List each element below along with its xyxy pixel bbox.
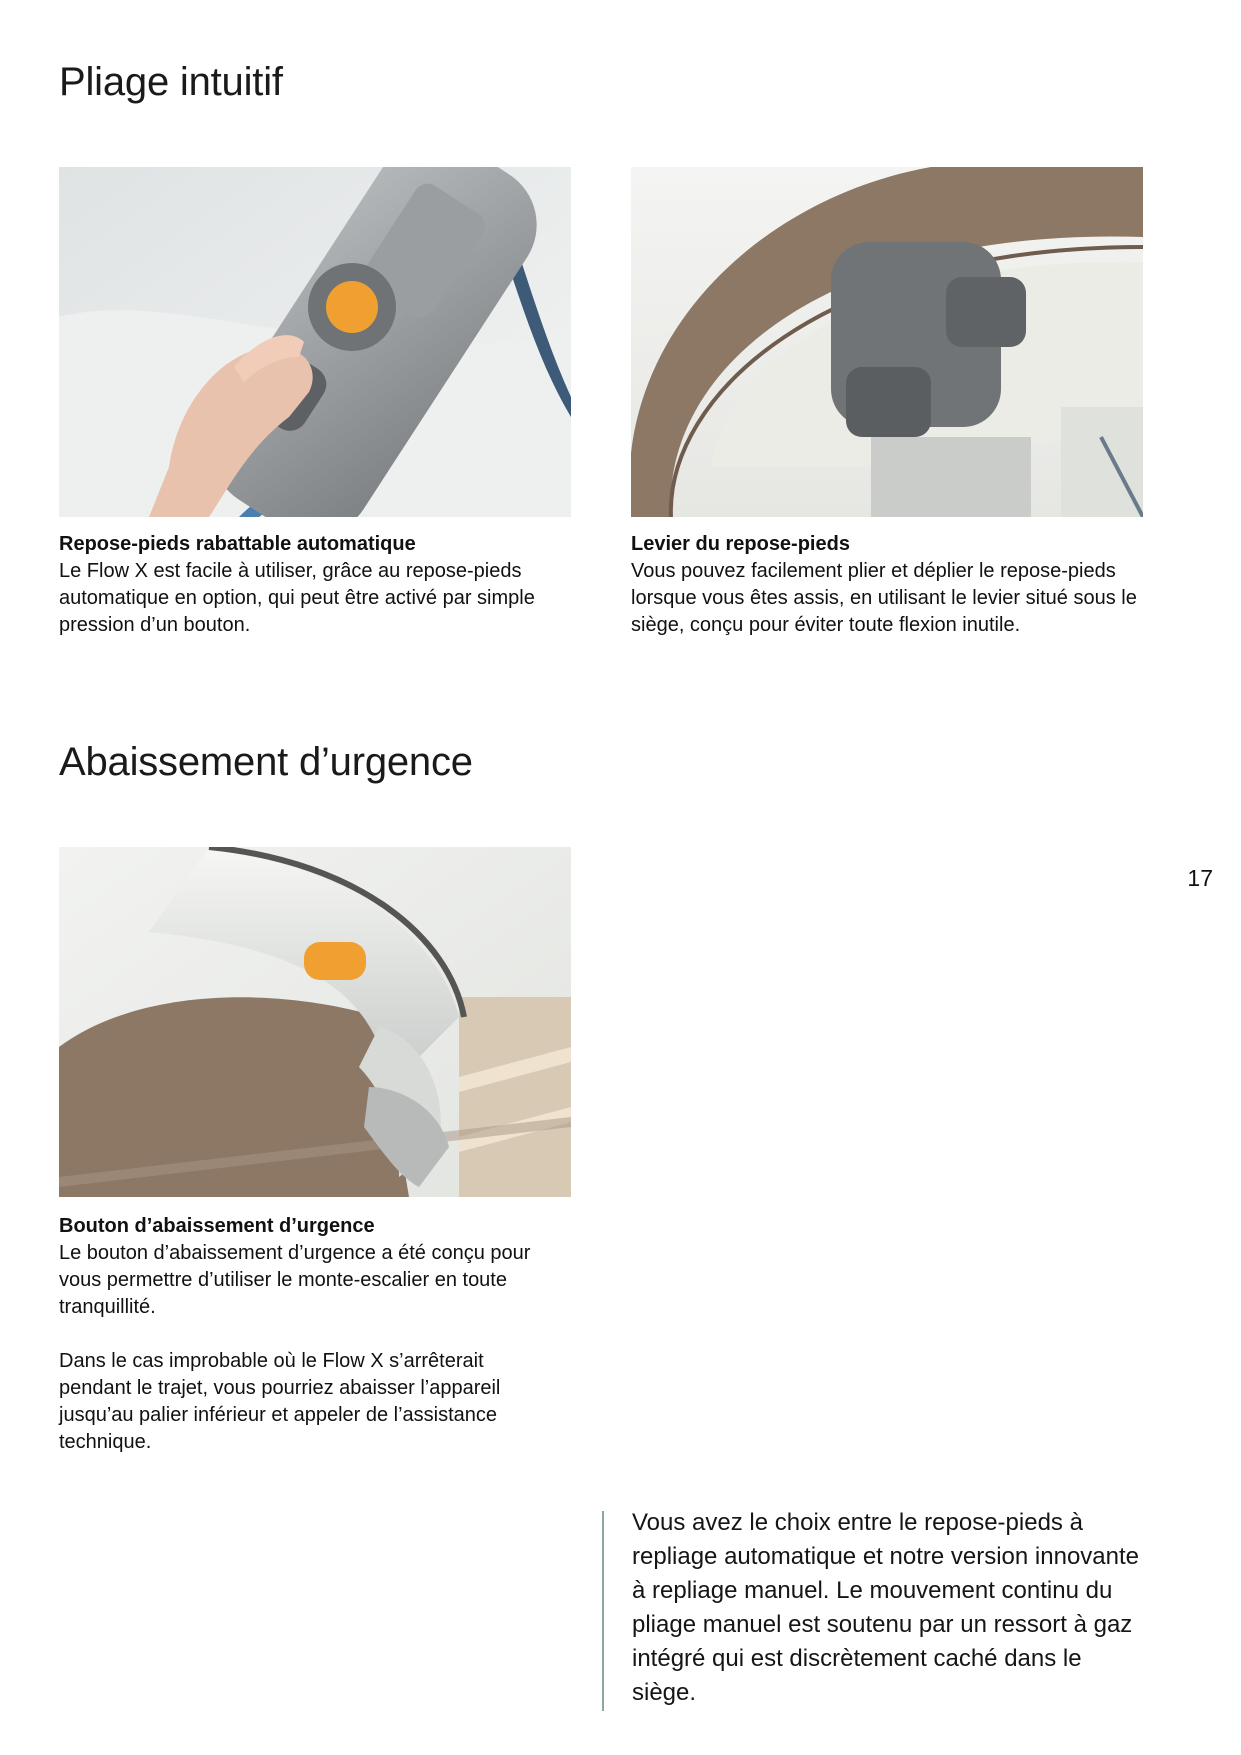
caption-title: Bouton d’abaissement d’urgence [59,1215,375,1237]
caption-title: Levier du repose-pieds [631,533,850,555]
pull-quote: Vous avez le choix entre le repose-pieds à repliage automatique et notre version innovante à repliage manuel. Le mouvement continu du pliage manuel est soutenu par un ressort à gaz intégré qui est discrètement caché dans le siège. [632,1509,1139,1706]
caption-footrest-lever [631,531,1143,639]
caption-body: Le bouton d’abaissement d’urgence a été conçu pour vous permettre d’utiliser le monte-escalier en toute tranquillité. [59,1242,531,1318]
caption-body: Vous pouvez facilement plier et déplier le repose-pieds lorsque vous êtes assis, en utilisant le levier situé sous le siège, conçu pour éviter toute flexion inutile. [631,560,1137,636]
caption-auto-footrest [59,531,571,639]
seat-lever-photo [631,167,1143,517]
quote-divider [602,1511,604,1711]
section-heading-emergency: Abaissement d’urgence [59,740,473,784]
caption-title: Repose-pieds rabattable automatique [59,533,416,555]
section-heading-folding: Pliage intuitif [59,60,283,104]
remote-control-photo [59,167,571,517]
caption-emergency-button [59,1213,571,1456]
caption-body: Le Flow X est facile à utiliser, grâce au repose-pieds automatique en option, qui peut être activé par simple pression d’un bouton. [59,560,535,636]
page-number: 17 [1187,865,1213,891]
emergency-button-photo [59,847,571,1197]
caption-body-second: Dans le cas improbable où le Flow X s’arrêterait pendant le trajet, vous pourriez abaisser l’appareil jusqu’au palier inférieur et appeler de l’assistance technique. [59,1350,501,1453]
